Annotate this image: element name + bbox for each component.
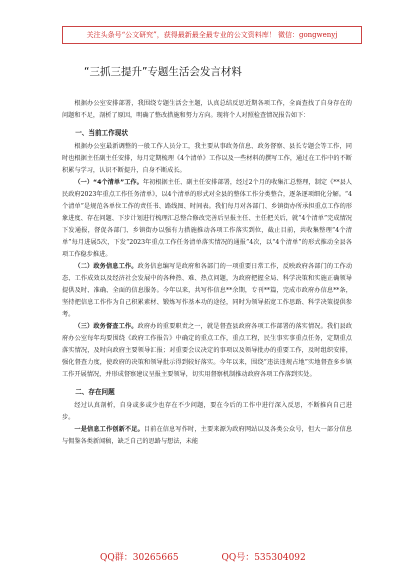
- promo-banner: 关注头条号“公文研究”，获得最新最全最专业的公文资料库！ 微信：gongwenyj: [62, 26, 362, 44]
- item2-paragraph: [62, 261, 352, 321]
- footer-contact: [100, 550, 306, 563]
- section-heading-1: 一、当前工作现状: [75, 129, 128, 137]
- item2-label: （二）政务信息工作。: [74, 263, 138, 270]
- section-heading-2: 二、存在问题: [75, 388, 115, 396]
- problem1-paragraph: [62, 424, 352, 448]
- item3-paragraph: [62, 321, 352, 381]
- item1-label: （一）“4个清单”工作。: [74, 179, 143, 186]
- document-body: [62, 98, 352, 448]
- problem1-text: 目前在信息写作时，主要来源为政府网站以及各类公众号，但大一部分信息与佣鉴各类新闻稿，缺乏自己的思路与想法，未能: [62, 426, 353, 445]
- footer-qq-group: QQ群：30265665: [100, 553, 179, 563]
- section1-paragraph: 根据办公室最新调整的一般工作人员分工，我主要从事政务信息、政务督察、县长专题会等工作，同时也根据主任副主任安排，每月定期梳理《4个清单》工作以及一些材料的撰写工作，通过在工作中的不断积累与学习，认识不断提升，自身不断成长。: [62, 143, 352, 174]
- item3-label: （三）政务督查工作。: [74, 323, 138, 330]
- section2-paragraph: 经过认真剖析，自身或多或少也存在不少问题，要在今后的工作中进行深入反思，不断推向自己进步。: [62, 402, 352, 421]
- item1-paragraph: [62, 177, 352, 261]
- footer-qq-number: QQ号：535304092: [221, 553, 306, 563]
- item3-text: 政府办的重要职责之一，就是督查县政府各项工作部署的落实情况。我们县政府办公室每年均要围绕《政府工作报告》中确定的重点工作，重点工程，民生事实事重点任务，定期重点落实情况，及时向政府主要领导汇报；对重要会议决定的事项以及领导批办的重要工作，及时组织安排，强化督查力度，使政府的决策和领导批示得到较好落实。今年以来，围绕“违法违规占地”实地督查多乡镇工作开展情况，并形成督察建议呈报主要领导，切实用督察机制推动政府各项工作落到实处。: [62, 323, 353, 378]
- intro-paragraph: 根据办公室安排部署，我围绕专题生活会主题，认真总结反思近期各项工作，全面查找了自身存在的问题和不足，剖析了原因，明确了整改措施和努力方向。现将个人对照检查情况报告如下：: [62, 100, 352, 119]
- item1-text: 年初根据主任、副主任安排部署，经过2个月的收集汇总整理，制定《**县人民政府2023年重点工作任务清单》，以4个清单的形式对全县的整体工作分类整合，逐条逐项细化分解。“4个清单”是规范各单位工作的责任书、路线图、时间表。我们每月对各部门、乡镇街办所承担重点工作的形象进度、存在问题、下步计划进行梳理汇总整合修改完善后呈报主任、主任把关后，就“4个清单”完成情况下发通报，督促各部门、乡镇街办以强有力措施推动各项工作落实到位，截止目前，共收集整理“4个清单”每月进展5次，下发“2023年重点工作任务清单落实情况的通报”4次，以“4个清单”的形式推动全县各项工作稳步推进。: [62, 179, 352, 258]
- document-title: “三抓三提升”专题生活会发言材料: [84, 66, 242, 78]
- problem1-label: 一是信息工作创新不足。: [74, 426, 144, 433]
- item2-text: 政务信息编写是政府和各部门的一项重要日常工作，反映政府各部门的工作动态、工作成效以及经济社会发展中的各种热、难、热点问题，为政府把握全局、科学决策和实施正确领导提供及时、准确、全面的信息服务。今年以来，共写作信息**余期，专刊**篇，完成市政府办信息**条，坚持把信息工作作为自己积累素材、锻炼写作基本功的途径，同时为领导拓宽工作思路、科学决策提供参考。: [62, 263, 353, 318]
